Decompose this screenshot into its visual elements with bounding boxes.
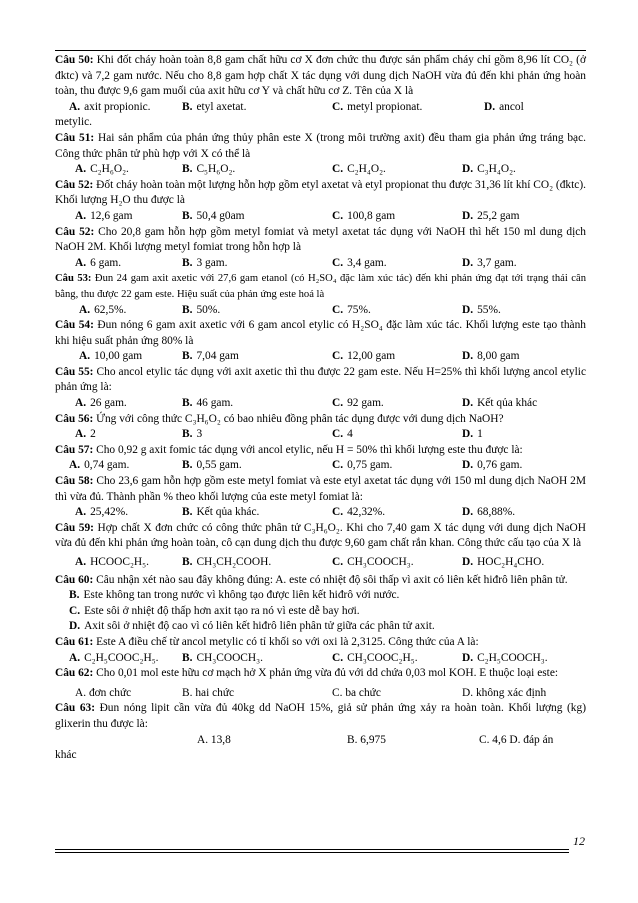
answer-options: A. 12,6 gam B. 50,4 g0am C. 100,8 gam D. 25,2 gam — [75, 209, 520, 222]
statement-d: D. Axit sôi ở nhiệt độ cao vì có liên kết hiđrô liên phân tử giữa các phân tử axit. — [69, 620, 435, 633]
statement-c: C. Este sôi ở nhiệt độ thấp hơn axit tạo ra nó vì este dễ bay hơi. — [69, 604, 360, 617]
answer-options-63: A. 13,8 B. 6,975 C. 4,6 D. đáp án — [197, 733, 554, 746]
question-63-continuation: khác — [55, 749, 77, 762]
answer-options: A. 0,74 gam. B. 0,55 gam. C. 0,75 gam. D. 0,76 gam. — [69, 459, 523, 472]
question-52a: Câu 52: Đốt cháy hoàn toàn một lượng hỗn hợp gồm etyl axetat và etyl propionat thu được 31,36 lít khí CO₂ (đktc). Khối lượng H₂O thu được là — [55, 178, 586, 207]
answer-options: A. 62,5%. B. 50%. C. 75%. D. 55%. — [79, 303, 501, 316]
question-54: Câu 54: Đun nóng 6 gam axit axetic với 6 gam ancol etylic có H₂SO₄ đặc làm xúc tác. Khối lượng este tạo thành khi hiệu suất phản ứng 80% là — [55, 319, 586, 347]
answer-options: A. 2 B. 3 C. 4 D. 1 — [75, 428, 483, 441]
question-60: Câu 60: Câu nhận xét nào sau đây không đúng: A. este có nhiệt độ sôi thấp vì axit có liên kết hiđrô liên phân tử. — [55, 573, 568, 586]
question-57: Câu 57: Cho 0,92 g axit fomic tác dụng với ancol etylic, nếu H = 50% thì khối lượng este thu được là: — [55, 443, 523, 456]
question-58: Câu 58: Cho 23,6 gam hỗn hợp gồm este metyl fomiat và este etyl axetat tác dụng với 150 ml dung dịch NaOH 2M thì vừa đủ. Thành phần % theo khối lượng của este metyl fomiat là: — [55, 475, 586, 503]
question-61: Câu 61: Este A điều chế từ ancol metylic có tỉ khối so với oxi là 2,3125. Công thức của A là: — [55, 635, 479, 648]
footer-rule — [55, 849, 569, 850]
question-50-continuation: metylic. — [55, 116, 93, 129]
question-51: Câu 51: Hai sản phẩm của phản ứng thủy phân este X (trong môi trường axit) đều tham gia phản ứng tráng bạc. Công thức phân tử phù hợp với X có thể là — [55, 131, 586, 160]
answer-options: A. 10,00 gam B. 7,04 gam C. 12,00 gam D. 8,00 gam — [79, 350, 520, 363]
answer-options: A. 25,42%. B. Kết qủa khác. C. 42,32%. D. 68,88%. — [75, 506, 516, 519]
question-59: Câu 59: Hợp chất X đơn chức có công thức phân tử C₃H₆O₂. Khi cho 7,40 gam X tác dụng với dung dịch NaOH vừa đủ đến khi phản ứng hoàn toàn, cô cạn dung dịch thu được 9,60 gam chất rắn khan. Công thức cấu tạo của X là — [55, 521, 586, 550]
question-63: Câu 63: Đun nóng lipit cần vừa đủ 40kg dd NaOH 15%, giả sử phản ứng xảy ra hoàn toàn. Khối lượng (kg) glixerin thu được là: — [55, 702, 586, 730]
question-52b: Câu 52: Cho 20,8 gam hỗn hợp gồm metyl fomiat và metyl axetat tác dụng với NaOH thì hết 150 ml dung dịch NaOH 2M. Khối lượng metyl fomiat trong hỗn hợp là — [55, 225, 586, 254]
question-50: Câu 50: Khi đốt cháy hoàn toàn 8,8 gam chất hữu cơ X đơn chức thu được sản phẩm cháy chỉ gồm 8,96 lít CO₂ (ở đktc) và 7,2 gam nước. Nếu cho 8,8 gam hợp chất X tác dụng với dung dịch NaOH vừa đủ đến khi phản ứng hoàn toàn, thu được 9,6 gam muối của axit hữu cơ Y và chất hữu cơ Z. Tên của X là — [55, 54, 586, 98]
question-62: Câu 62: Cho 0,01 mol este hữu cơ mạch hở X phản ứng vừa đủ với dd chứa 0,03 mol KOH. E thuộc loại este: — [55, 667, 559, 680]
answer-options: A. C₂H₆O₂. B. C₅H₆O₂. C. C₂H₄O₂. D. C₃H₄O₂. — [75, 163, 516, 176]
question-53: Câu 53: Đun 24 gam axit axetic với 27,6 gam etanol (có H₂SO₄ đặc làm xúc tác) đến khi phản ứng đạt tới trạng thái cân bằng, thu được 22 gam este. Hiệu suất của phản ứng este hoá là — [55, 273, 586, 300]
answer-options: A. HCOOC₂H₅. B. CH₃CH₂COOH. C. CH₃COOCH₃. D. HOC₂H₄CHO. — [75, 556, 545, 568]
header-rule — [55, 50, 586, 51]
footer-rule-thin — [55, 852, 569, 853]
statement-b: B. Este không tan trong nước vì không tạo được liên kết hiđrô với nước. — [69, 589, 400, 602]
question-56: Câu 56: Ứng với công thức C₃H₆O₂ có bao nhiêu đồng phân tác dụng được với dung dịch NaOH? — [55, 412, 504, 425]
question-list — [55, 53, 586, 764]
page-number: 12 — [573, 834, 585, 848]
question-55: Câu 55: Cho ancol etylic tác dụng với axit axetic thì thu được 22 gam este. Nếu H=25% thì khối lượng ancol etylic phản ứng là: — [55, 365, 586, 394]
answer-options: A. 6 gam. B. 3 gam. C. 3,4 gam. D. 3,7 gam. — [75, 256, 517, 269]
answer-options: A. đơn chức B. hai chức C. ba chức D. không xác định — [75, 686, 547, 699]
answer-options: A. 26 gam. B. 46 gam. C. 92 gam. D. Kết qủa khác — [75, 397, 538, 410]
answer-options: A. axit propionic. B. etyl axetat. C. metyl propionat. D. ancol — [69, 100, 524, 113]
answer-options: A. C₂H₅COOC₂H₅. B. CH₃COOCH₃. C. CH₃COOC₂H₅. D. C₂H₅COOCH₃. — [69, 651, 548, 664]
